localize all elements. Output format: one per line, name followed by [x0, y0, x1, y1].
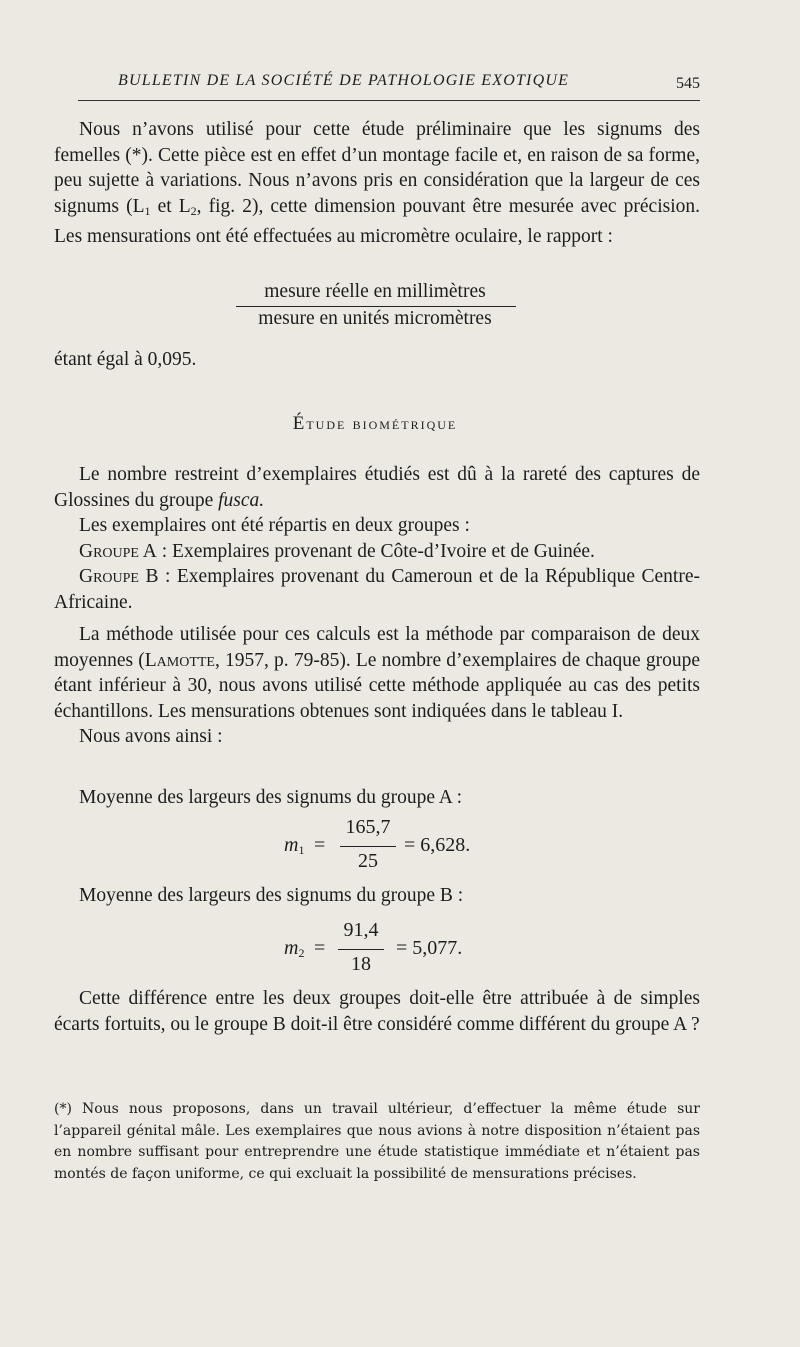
section-title: Étude biométrique	[292, 413, 458, 434]
formula-m1: $m_1$ = 165,7 25 = 6,628.	[284, 816, 471, 872]
thus-line: Nous avons ainsi :	[79, 726, 223, 747]
page-number: 545	[676, 75, 700, 92]
distribution-paragraph: Les exemplaires ont été répartis en deux groupes :	[79, 515, 470, 536]
ratio-numerator: mesure réelle en millimètres	[264, 281, 486, 302]
group-a-line: Groupe A : Exemplaires provenant de Côte-d’Ivoire et de Guinée.	[79, 540, 595, 562]
group-b-line: Groupe B : Exemplaires provenant du Cameroun et de la République Centre-Africaine.	[54, 566, 700, 613]
formula-m2: $m_2$ = 91,4 18 = 5,077.	[284, 919, 463, 975]
mean-a-line: Moyenne des largeurs des signums du groupe A :	[79, 787, 463, 808]
ratio-fraction-bar	[236, 306, 516, 307]
running-title: BULLETIN DE LA SOCIÉTÉ DE PATHOLOGIE EXOTIQUE	[118, 72, 570, 89]
ratio-denominator: mesure en unités micromètres	[258, 308, 492, 329]
question-paragraph: Cette différence entre les deux groupes doit-elle être attribuée à de simples écarts fortuits, ou le groupe B doit-il être considéré comme différent du groupe A ?	[54, 988, 700, 1035]
body-text-1: Le nombre restreint d’exemplaires étudiés est dû à la rareté des captures de Glossines du groupe fusca. Les exemplaires ont été répartis en deux groupes : Groupe A : Exemplaires provenant de Côte-d’Ivoire et de Guinée. Groupe B : Exemplaires provenant du Cameroun et de la République Centre-Africaine.	[54, 462, 700, 615]
intro-paragraph: Nous n’avons utilisé pour cette étude préliminaire que les signums des femelles (*). Cette pièce est en effet d’un montage facile et, en raison de sa forme, peu sujette à variations. Nous n’avons pris en considération que la largeur de ces signums ($L_1$ et $L_2$, fig. 2), cette dimension pouvant être mesurée avec précision. Les mensurations ont été effectuées au micromètre oculaire, le rapport :	[54, 119, 700, 247]
mean-b-line: Moyenne des largeurs des signums du groupe B :	[79, 885, 464, 906]
page-header	[78, 70, 700, 101]
method-paragraph: La méthode utilisée pour ces calculs est la méthode par comparaison de deux moyennes (Lamotte, 1957, p. 79-85). Le nombre d’exemplaires de chaque groupe étant inférieur à 30, nous avons utilisé cette méthode appliquée au cas des petits échantillons. Les mensurations obtenues sont indiquées dans le tableau I. Nous avons ainsi :	[54, 622, 700, 750]
ratio-value-line: étant égal à 0,095.	[54, 349, 197, 370]
footnote: (*) Nous nous proposons, dans un travail ultérieur, d’effectuer la même étude sur l’appareil génital mâle. Les exemplaires que nous avions à notre disposition n’étaient pas en nombre suffisant pour entreprendre une étude statistique immédiate et n’étaient pas montés de façon uniforme, ce qui excluait la possibilité de mensurations précises.	[54, 1101, 700, 1182]
